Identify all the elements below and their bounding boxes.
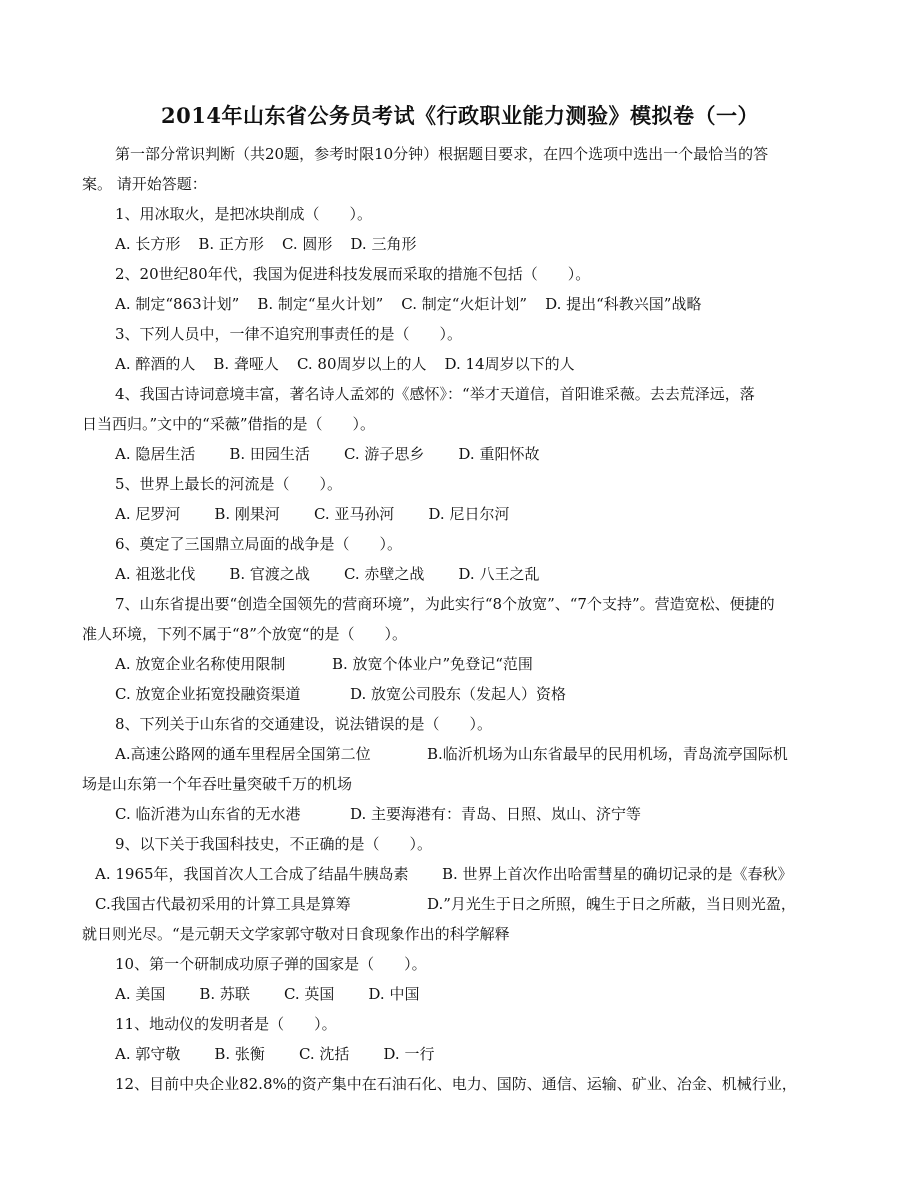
option-d: D. 14周岁以下的人 (444, 355, 575, 373)
option-d: D. 八王之乱 (458, 565, 540, 583)
option-c: C. 圆形 (281, 235, 333, 253)
option-d: D. 一行 (383, 1045, 435, 1063)
question-4-stem: 4、我国古诗词意境丰富，著名诗人孟郊的《感怀》：“举才天道信，首阳谁采薇。去去荒泽远，落 (115, 385, 755, 403)
question-8-option-d: D. 主要海港有：青岛、日照、岚山、济宁等 (350, 805, 642, 823)
question-10-stem: 10、第一个研制成功原子弹的国家是（ ）。 (115, 955, 427, 973)
question-8-option-c: C. 临沂港为山东省的无水港 (115, 805, 301, 823)
option-a: A. 美国 (115, 985, 166, 1003)
option-a: A. 长方形 (115, 235, 181, 253)
question-3-stem: 3、下列人员中，一律不追究刑事责任的是（ ）。 (115, 325, 463, 343)
option-c: C. 制定“火炬计划” (401, 295, 528, 313)
question-8-option-b: B.临沂机场为山东省最早的民用机场，青岛流亭国际机 (427, 745, 788, 763)
question-12-stem: 12、目前中央企业82.8%的资产集中在石油石化、电力、国防、通信、运输、矿业、冶金、机械行业， (115, 1075, 797, 1093)
question-11-stem: 11、地动仪的发明者是（ ）。 (115, 1015, 337, 1033)
document-title: 2014年山东省公务员考试《行政职业能力测验》模拟卷（一） (161, 103, 759, 128)
option-c: C. 赤壁之战 (343, 565, 425, 583)
option-b: B. 官渡之战 (229, 565, 310, 583)
option-d: D. 尼日尔河 (428, 505, 510, 523)
question-1-options (115, 233, 416, 255)
option-a: A. 制定“863计划” (115, 295, 240, 313)
question-3-options (115, 353, 575, 375)
question-7-stem: 7、山东省提出要“创造全国领先的营商环境”，为此实行“8个放宽”、“7个支持”。营造宽松、便捷的 (115, 595, 775, 613)
option-d: D. 提出“科教兴国”战略 (545, 295, 702, 313)
question-9-option-a: A. 1965年，我国首次人工合成了结晶牛胰岛素 (95, 865, 409, 883)
question-10-options (115, 983, 419, 1005)
option-c: C. 沈括 (298, 1045, 350, 1063)
question-6-options (115, 563, 539, 585)
question-4-stem-cont: 日当西归。”文中的“采薇”借指的是（ ）。 (82, 415, 376, 433)
option-d: D. 重阳怀故 (458, 445, 540, 463)
option-b: B. 田园生活 (229, 445, 310, 463)
option-a: A. 祖逖北伐 (115, 565, 196, 583)
option-a: A. 隐居生活 (115, 445, 196, 463)
option-c: C. 80周岁以上的人 (296, 355, 427, 373)
option-d: D. 中国 (368, 985, 420, 1003)
option-b: B. 苏联 (199, 985, 250, 1003)
question-9-option-c: C.我国古代最初采用的计算工具是算筹 (95, 895, 351, 913)
question-8-option-b-cont: 场是山东第一个年吞吐量突破千万的机场 (82, 775, 353, 793)
section-intro: 第一部分常识判断（共20题，参考时限10分钟）根据题目要求，在四个选项中选出一个最恰当的答 (115, 145, 769, 163)
question-1-stem: 1、用冰取火，是把冰块削成（ ）。 (115, 205, 373, 223)
question-9-option-d: D.”月光生于日之所照，魄生于日之所蔽，当日则光盈， (427, 895, 796, 913)
option-b: B. 制定“星火计划” (257, 295, 384, 313)
option-b: B. 聋哑人 (213, 355, 279, 373)
option-d: D. 三角形 (350, 235, 417, 253)
question-7-option-c: C. 放宽企业拓宽投融资渠道 (115, 685, 301, 703)
question-9-option-d-cont: 就日则光尽。“是元朝天文学家郭守敬对日食现象作出的科学解释 (82, 925, 510, 943)
question-5-stem: 5、世界上最长的河流是（ ）。 (115, 475, 343, 493)
question-8-option-a: A.高速公路网的通车里程居全国第二位 (115, 745, 371, 763)
question-2-stem: 2、20世纪80年代，我国为促进科技发展而采取的措施不包括（ ）。 (115, 265, 591, 283)
option-a: A. 尼罗河 (115, 505, 181, 523)
question-9-option-b: B. 世界上首次作出哈雷彗星的确切记录的是《春秋》 (442, 865, 793, 883)
question-8-stem: 8、下列关于山东省的交通建设，说法错误的是（ ）。 (115, 715, 493, 733)
question-4-options (115, 443, 539, 465)
option-a: A. 郭守敬 (115, 1045, 181, 1063)
section-intro-cont: 案。 请开始答题： (82, 175, 207, 193)
option-c: C. 英国 (283, 985, 335, 1003)
question-7-stem-cont: 准人环境，下列不属于“8”个放宽“的是（ ）。 (82, 625, 408, 643)
option-b: B. 刚果河 (214, 505, 280, 523)
option-b: B. 张衡 (214, 1045, 265, 1063)
question-7-option-d: D. 放宽公司股东（发起人）资格 (350, 685, 567, 703)
option-c: C. 游子思乡 (343, 445, 425, 463)
question-6-stem: 6、奠定了三国鼎立局面的战争是（ ）。 (115, 535, 403, 553)
question-7-option-a: A. 放宽企业名称使用限制 (115, 655, 286, 673)
question-9-stem: 9、以下关于我国科技史，不正确的是（ ）。 (115, 835, 433, 853)
question-7-option-b: B. 放宽个体业户”免登记“范围 (332, 655, 533, 673)
question-11-options (115, 1043, 434, 1065)
question-2-options (115, 293, 701, 315)
question-5-options (115, 503, 509, 525)
option-a: A. 醉酒的人 (115, 355, 196, 373)
option-b: B. 正方形 (198, 235, 264, 253)
option-c: C. 亚马孙河 (313, 505, 395, 523)
